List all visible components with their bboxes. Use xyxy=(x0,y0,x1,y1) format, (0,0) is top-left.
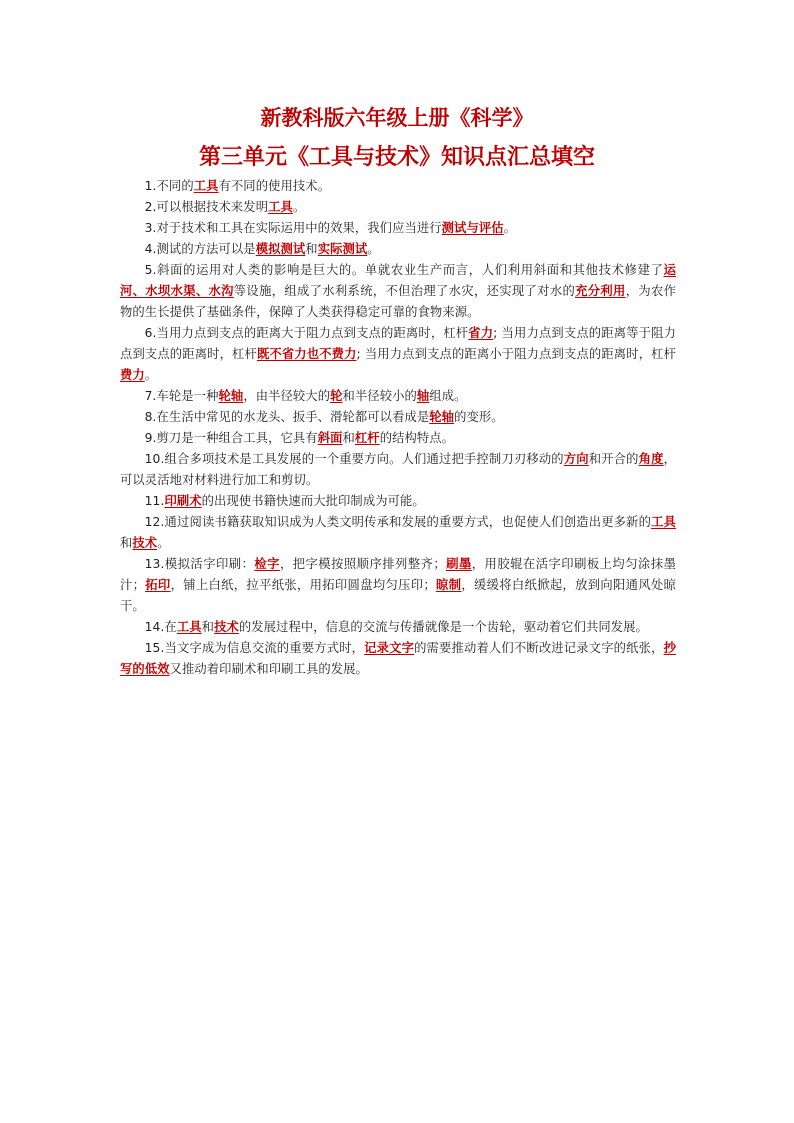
knowledge-item xyxy=(120,407,676,428)
knowledge-item xyxy=(120,491,676,512)
answer-blank: 印刷术 xyxy=(164,494,202,508)
knowledge-item xyxy=(120,617,676,638)
item-text: 2.可以根据技术来发明 xyxy=(144,200,269,214)
answer-blank: 费力 xyxy=(120,368,145,382)
item-text: 11. xyxy=(144,494,165,508)
item-text: 的发展过程中，信息的交流与传播就像是一个齿轮，驱动着它们共同发展。 xyxy=(238,620,648,634)
knowledge-item xyxy=(120,323,676,386)
item-text: 12.通过阅读书籍获取知识成为人类文明传承和发展的重要方式，也促使人们创造出更多新的 xyxy=(144,515,652,529)
answer-blank: 轮轴 xyxy=(218,389,244,403)
knowledge-item xyxy=(120,512,676,554)
item-text: ; 当用力点到支点的距离等于阻力点到支点的距离时，杠杆 xyxy=(120,326,677,361)
item-text: 和 xyxy=(120,536,133,550)
item-text: 。 xyxy=(144,368,158,382)
item-text: ，为农作物的生长提供了基础条件，保障了人类获得稳定可靠的食物来源。 xyxy=(120,284,677,319)
answer-blank: 拓印 xyxy=(145,578,171,592)
knowledge-item xyxy=(120,638,676,680)
document-subtitle: 第三单元《工具与技术》知识点汇总填空 xyxy=(198,145,595,170)
knowledge-item xyxy=(120,176,676,197)
knowledge-item xyxy=(120,554,676,617)
item-text: 又推动着印刷术和印刷工具的发展。 xyxy=(169,662,368,676)
answer-blank: 省力 xyxy=(468,326,494,340)
item-text: 和 xyxy=(201,620,215,634)
answer-blank: 工具 xyxy=(651,515,676,529)
answer-blank: 轮轴 xyxy=(429,410,455,424)
answer-blank: 杠杆 xyxy=(354,431,380,445)
item-text: ; 当用力点到支点的距离小于阻力点到支点的距离时，杠杆 xyxy=(356,347,676,361)
item-text: 组成。 xyxy=(429,389,467,403)
item-text: ，把字模按照顺序排列整齐； xyxy=(279,557,446,571)
answer-blank: 充分利用 xyxy=(575,284,626,298)
knowledge-item xyxy=(120,260,676,323)
knowledge-item xyxy=(120,218,676,239)
item-text: ，用胶辊在活字印刷板上均匀涂抹墨汁； xyxy=(120,557,676,592)
item-text: 14.在 xyxy=(144,620,177,634)
item-text: 和开合的 xyxy=(588,452,639,466)
item-text: ，由半径较大的 xyxy=(243,389,331,403)
knowledge-item xyxy=(120,197,676,218)
item-text: 。 xyxy=(503,221,517,235)
answer-blank: 斜面 xyxy=(317,431,343,445)
item-text: 1.不同的 xyxy=(144,179,194,193)
answer-blank: 模拟测试 xyxy=(255,242,306,256)
fill-in-list xyxy=(120,176,676,680)
document-title: 新教科版六年级上册《科学》 xyxy=(260,106,534,130)
answer-blank: 检字 xyxy=(254,557,280,571)
item-text: 和 xyxy=(305,242,318,256)
knowledge-item xyxy=(120,428,676,449)
item-text: 的需要推动着人们不断改进记录文字的纸张， xyxy=(414,641,664,655)
answer-blank: 方向 xyxy=(563,452,589,466)
answer-blank: 晾制 xyxy=(435,578,462,592)
answer-blank: 记录文字 xyxy=(364,641,415,655)
item-text: 的变形。 xyxy=(454,410,504,424)
answer-blank: 轮 xyxy=(330,389,343,403)
item-text: 7.车轮是一种 xyxy=(144,389,219,403)
item-text: 。 xyxy=(157,536,170,550)
item-text: 等设施，组成了水利系统，不但治理了水灾，还实现了对水的 xyxy=(233,284,576,298)
answer-blank: 既不省力也不费力 xyxy=(256,347,357,361)
item-text: 8.在生活中常见的水龙头、扳手、滑轮都可以看成是 xyxy=(144,410,430,424)
item-text: 有不同的使用技术。 xyxy=(218,179,331,193)
answer-blank: 角度 xyxy=(638,452,664,466)
item-text: 5.斜面的运用对人类的影响是巨大的。单就农业生产而言，人们利用斜面和其他技术修建了 xyxy=(144,263,664,277)
answer-blank: 实际测试 xyxy=(317,242,368,256)
knowledge-item xyxy=(120,239,676,260)
answer-blank: 技术 xyxy=(214,620,239,634)
answer-blank: 工具 xyxy=(176,620,202,634)
answer-blank: 技术 xyxy=(132,536,158,550)
answer-blank: 工具 xyxy=(193,179,219,193)
item-text: 和半径较小的 xyxy=(342,389,417,403)
item-text: 6.当用力点到支点的距离大于阻力点到支点的距离时，杠杆 xyxy=(144,326,469,340)
item-text: 。 xyxy=(367,242,380,256)
item-text: 的结构特点。 xyxy=(379,431,455,445)
answer-blank: 测试与评估 xyxy=(441,221,504,235)
item-text: 和 xyxy=(342,431,355,445)
item-text: 的出现使书籍快速而大批印制成为可能。 xyxy=(201,494,425,508)
item-text: ，铺上白纸，拉平纸张，用拓印圆盘均匀压印； xyxy=(170,578,436,592)
answer-blank: 刷墨 xyxy=(445,557,472,571)
knowledge-item xyxy=(120,449,676,491)
answer-blank: 抄写的低效 xyxy=(120,641,676,676)
answer-blank: 轴 xyxy=(416,389,430,403)
answer-blank: 运河、水坝水渠、水沟 xyxy=(120,263,676,298)
item-text: 4.测试的方法可以是 xyxy=(144,242,256,256)
knowledge-item xyxy=(120,386,676,407)
item-text: ，缓缓将白纸掀起，放到向阳通风处晾干。 xyxy=(120,578,677,613)
item-text: 15.当文字成为信息交流的重要方式时， xyxy=(144,641,365,655)
answer-blank: 工具 xyxy=(268,200,293,214)
item-text: 9.剪刀是一种组合工具，它具有 xyxy=(144,431,318,445)
item-text: ，可以灵活地对材料进行加工和剪切。 xyxy=(120,452,676,487)
item-text: 。 xyxy=(292,200,306,214)
item-text: 10.组合多项技术是工具发展的一个重要方向。人们通过把手控制刀刃移动的 xyxy=(144,452,564,466)
item-text: 13.模拟活字印刷： xyxy=(144,557,255,571)
item-text: 3.对于技术和工具在实际运用中的效果，我们应当进行 xyxy=(144,221,442,235)
